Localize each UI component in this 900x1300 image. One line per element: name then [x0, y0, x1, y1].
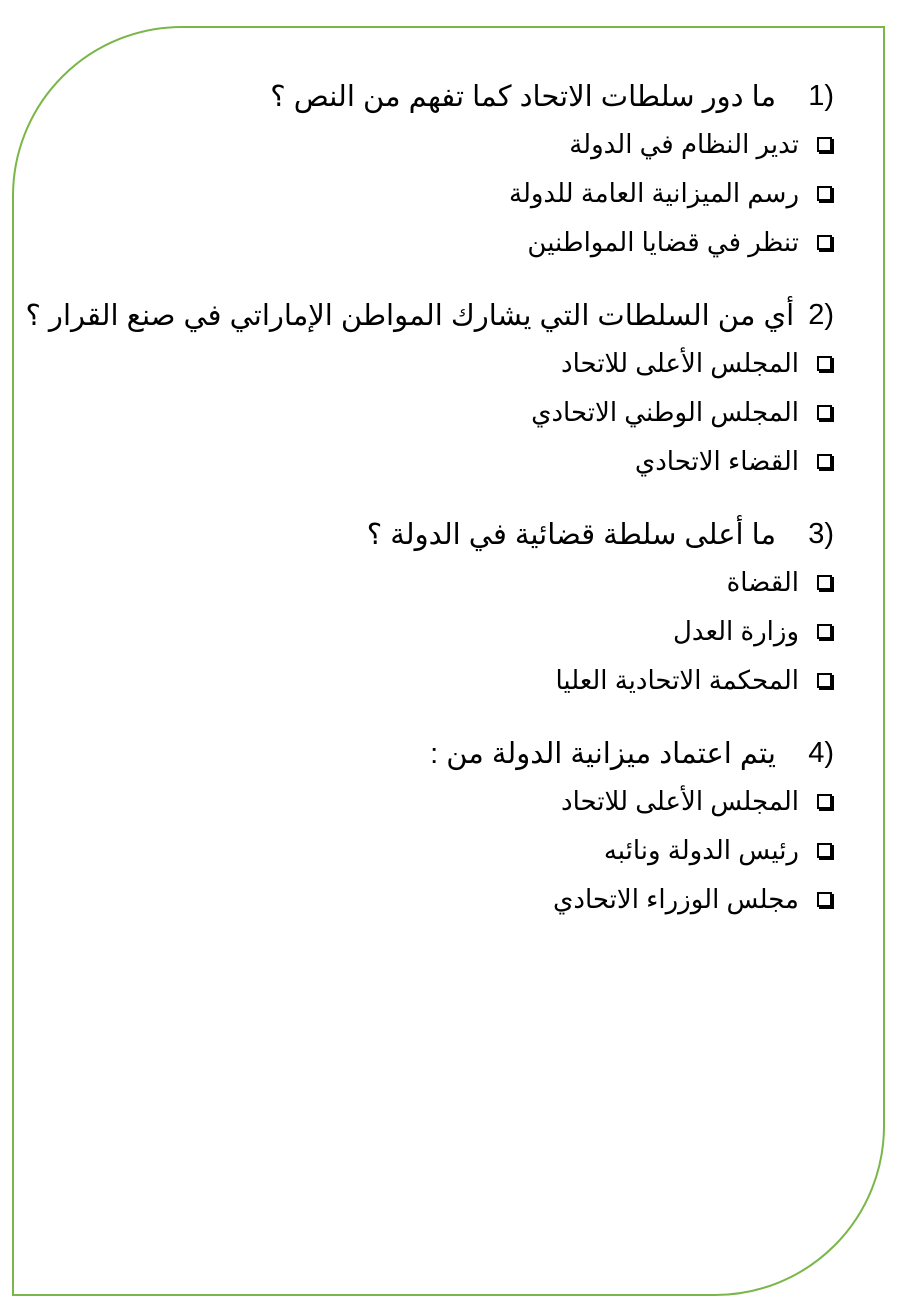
- checkbox-icon[interactable]: [817, 794, 832, 809]
- quiz-list: [25, 72, 834, 948]
- checkbox-icon[interactable]: [817, 843, 832, 858]
- question-text: يتم اعتماد ميزانية الدولة من :: [430, 737, 776, 770]
- option-label: مجلس الوزراء الاتحادي: [553, 884, 799, 914]
- checkbox-icon[interactable]: [817, 624, 832, 639]
- checkbox-icon[interactable]: [817, 137, 832, 152]
- checkbox-icon[interactable]: [817, 673, 832, 688]
- answer-option[interactable]: [60, 169, 834, 218]
- checkbox-icon[interactable]: [817, 575, 832, 590]
- answer-option[interactable]: [60, 826, 834, 875]
- question-number: 1): [808, 79, 834, 112]
- question-line: [60, 510, 834, 558]
- question-4: [60, 729, 834, 924]
- option-label: وزارة العدل: [673, 616, 799, 646]
- question-number: 4): [808, 736, 834, 769]
- answer-option[interactable]: [60, 218, 834, 267]
- option-label: تنظر في قضايا المواطنين: [527, 227, 799, 257]
- answer-option[interactable]: [60, 437, 834, 486]
- question-number: 3): [808, 517, 834, 550]
- option-label: رسم الميزانية العامة للدولة: [509, 178, 799, 208]
- answer-option[interactable]: [60, 558, 834, 607]
- option-label: القضاء الاتحادي: [634, 446, 799, 476]
- checkbox-icon[interactable]: [817, 454, 832, 469]
- option-label: المجلس الأعلى للاتحاد: [561, 348, 799, 378]
- answer-option[interactable]: [60, 777, 834, 826]
- question-text: أي من السلطات التي يشارك المواطن الإماراتي في صنع القرار ؟: [25, 299, 795, 332]
- answer-option[interactable]: [60, 875, 834, 924]
- checkbox-icon[interactable]: [817, 405, 832, 420]
- option-label: المجلس الأعلى للاتحاد: [561, 786, 799, 816]
- answer-option[interactable]: [60, 339, 834, 388]
- question-3: [60, 510, 834, 705]
- answer-option[interactable]: [60, 120, 834, 169]
- option-label: رئيس الدولة ونائبه: [603, 835, 799, 865]
- option-label: المحكمة الاتحادية العليا: [555, 665, 799, 695]
- question-line: [25, 291, 834, 339]
- option-label: تدير النظام في الدولة: [569, 129, 799, 159]
- option-label: المجلس الوطني الاتحادي: [531, 397, 799, 427]
- question-text: ما دور سلطات الاتحاد كما تفهم من النص ؟: [270, 80, 776, 113]
- answer-option[interactable]: [60, 388, 834, 437]
- question-2: [25, 291, 834, 486]
- question-text: ما أعلى سلطة قضائية في الدولة ؟: [366, 518, 776, 551]
- answer-option[interactable]: [60, 607, 834, 656]
- question-line: [60, 729, 834, 777]
- checkbox-icon[interactable]: [817, 186, 832, 201]
- question-line: [60, 72, 834, 120]
- checkbox-icon[interactable]: [817, 235, 832, 250]
- checkbox-icon[interactable]: [817, 356, 832, 371]
- question-1: [60, 72, 834, 267]
- question-number: 2): [808, 298, 834, 331]
- option-label: القضاة: [726, 567, 799, 597]
- checkbox-icon[interactable]: [817, 892, 832, 907]
- answer-option[interactable]: [60, 656, 834, 705]
